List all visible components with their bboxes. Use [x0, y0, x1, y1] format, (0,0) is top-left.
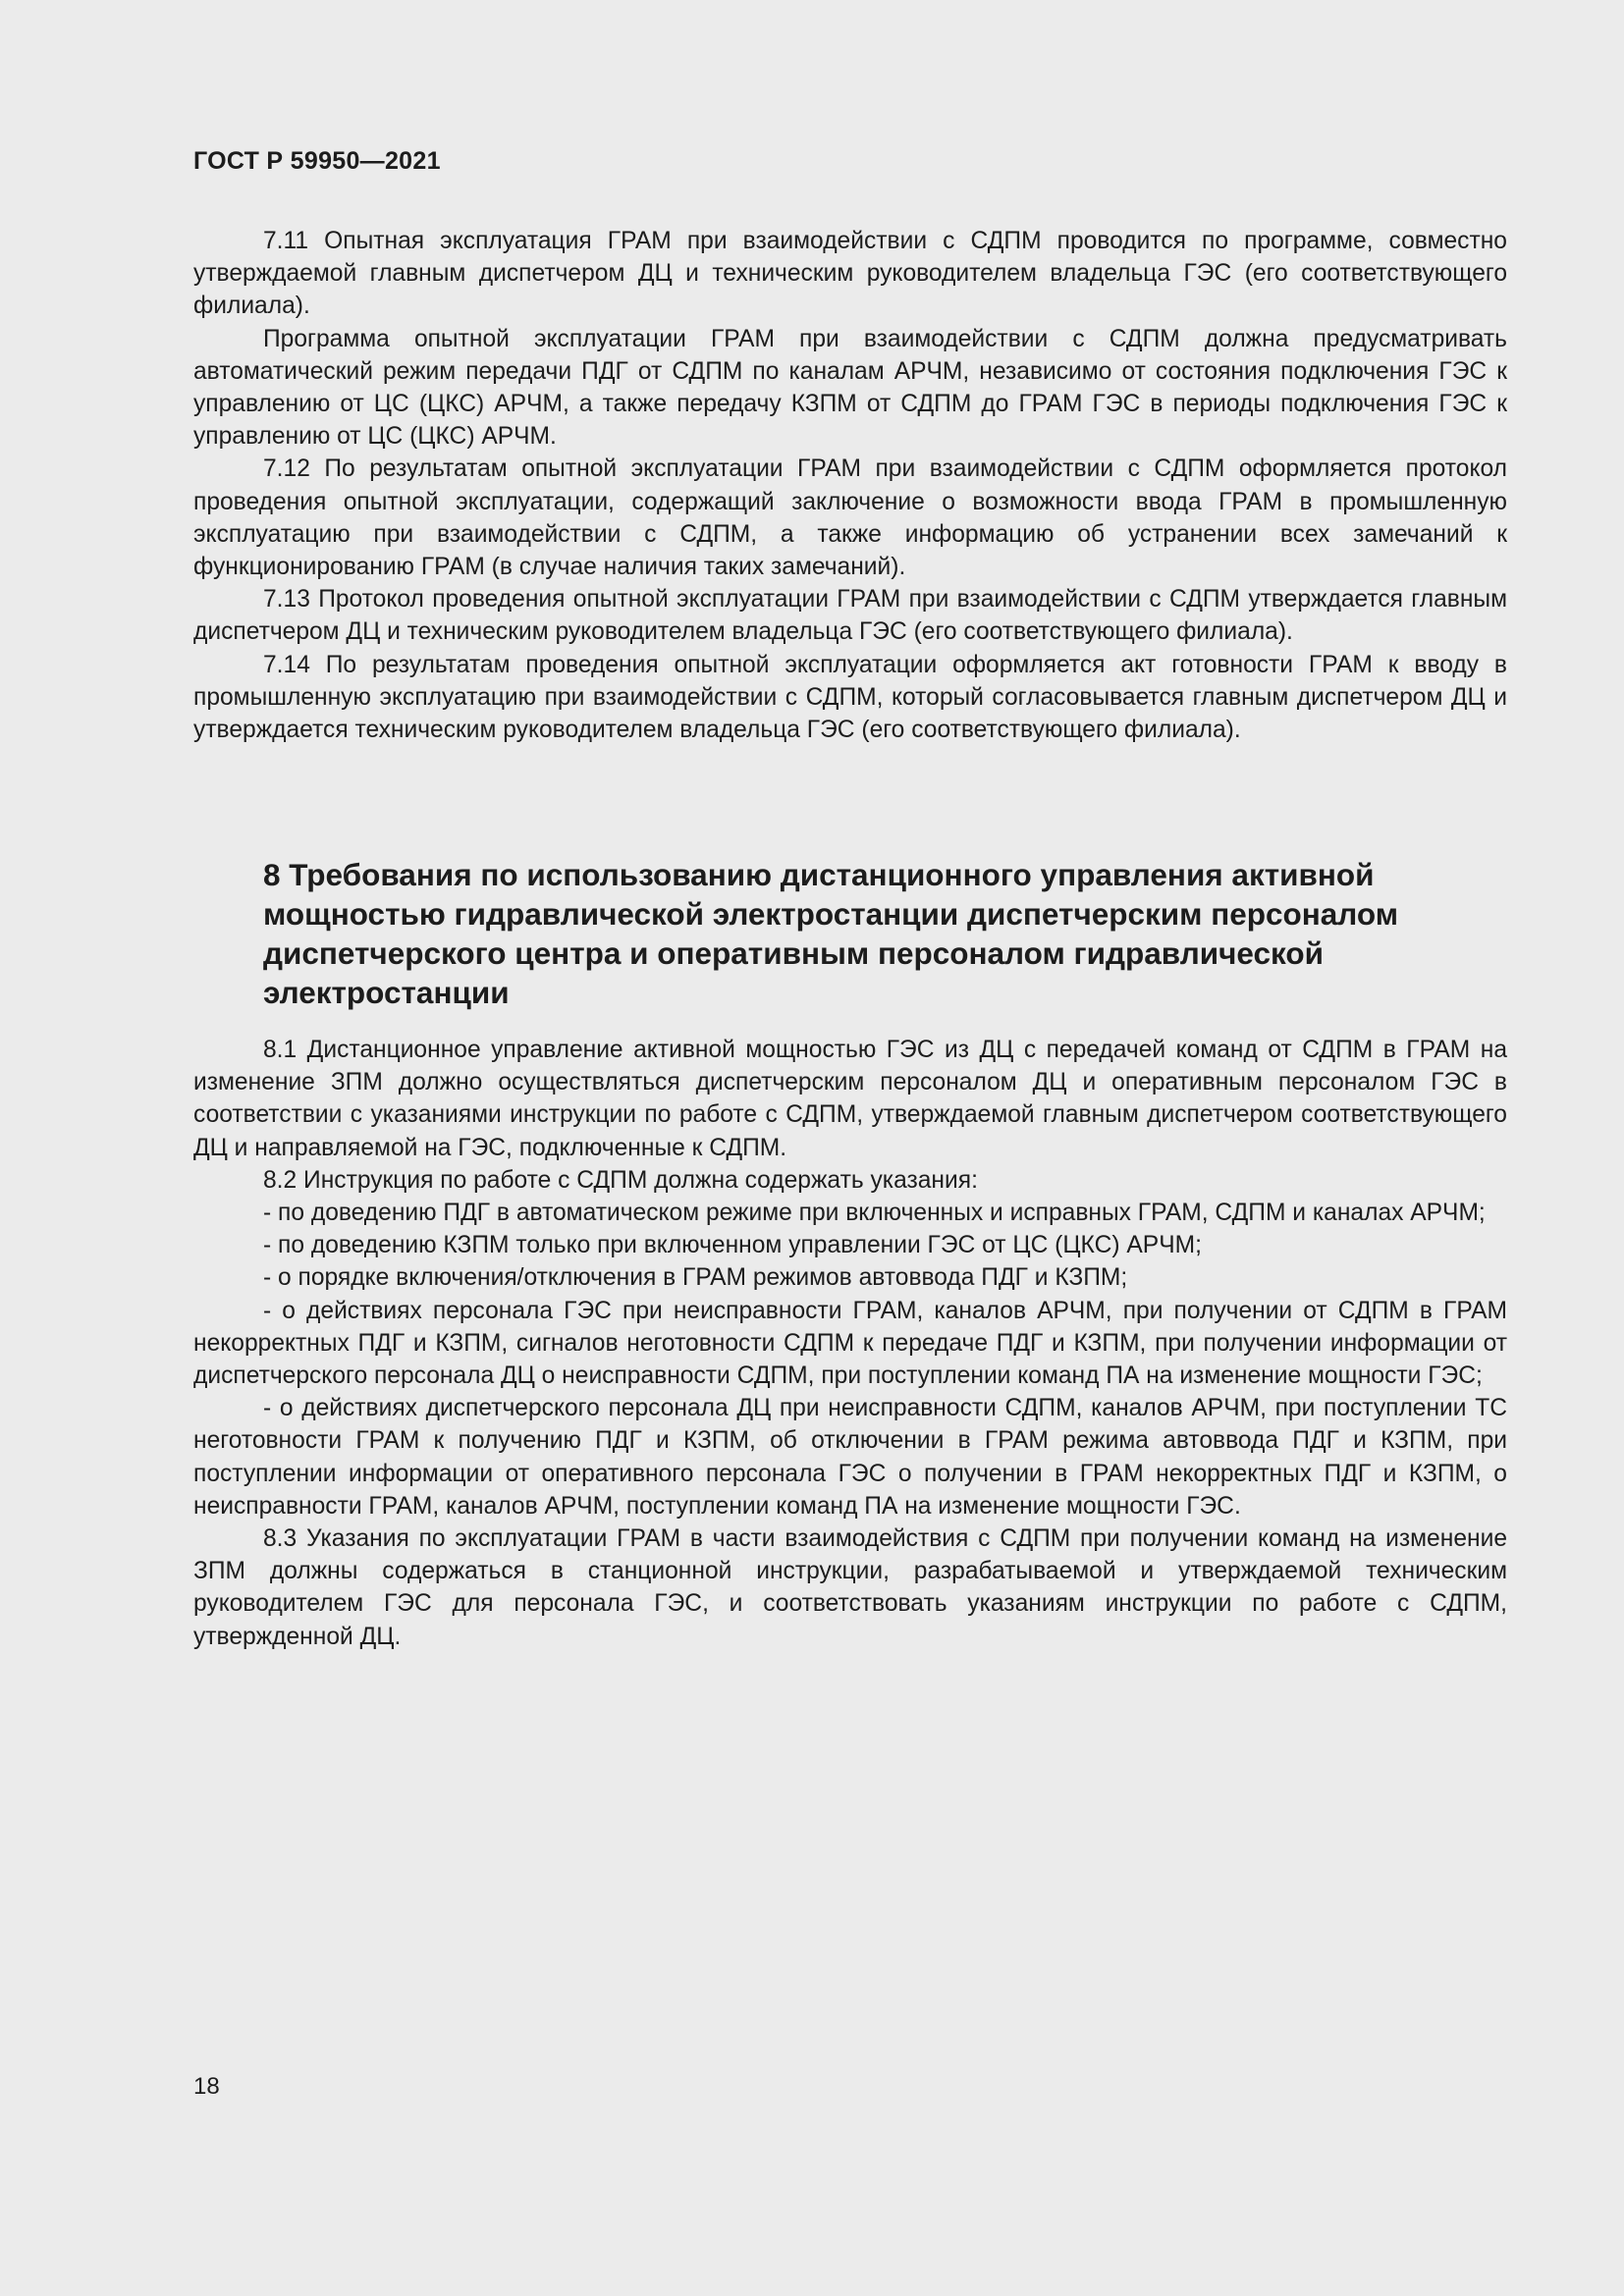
- list-item-kzpm: - по доведению КЗПМ только при включенном управлении ГЭС от ЦС (ЦКС) АРЧМ;: [263, 1232, 1202, 1259]
- list-item-dispatcher-actions: - о действиях диспетчерского персонала ДЦ при неисправности СДПМ, каналов АРЧМ, при поступлении ТС неготовности ГРАМ к получению ПДГ и КЗПМ, об отключении в ГРАМ режима автоввода ПДГ и КЗПМ, при поступлении информации от оперативного персонала ГЭС о получении в ГРАМ некорректных ПДГ и КЗПМ, о неисправности ГРАМ, каналов АРЧМ, поступлении команд ПА на изменение мощности ГЭС.: [193, 1395, 1507, 1520]
- document-header-standard-id: ГОСТ Р 59950—2021: [193, 147, 441, 175]
- paragraph-8-3: 8.3 Указания по эксплуатации ГРАМ в части взаимодействия с СДПМ при получении команд на изменение ЗПМ должны содержаться в станционной инструкции, разрабатываемой и утверждаемой техническим руководителем ГЭС для персонала ГЭС, и соответствовать указаниям инструкции по работе с СДПМ, утвержденной ДЦ.: [193, 1525, 1507, 1650]
- paragraph-8-2: 8.2 Инструкция по работе с СДПМ должна содержать указания:: [263, 1166, 978, 1194]
- section-8-body: [193, 1034, 1507, 1653]
- paragraph-8-1: 8.1 Дистанционное управление активной мощностью ГЭС из ДЦ с передачей команд от СДПМ в ГРАМ на изменение ЗПМ должно осуществляться диспетчерским персоналом ДЦ и оперативным персоналом ГЭС в соответствии с указаниями инструкции по работе с СДПМ, утверждаемой главным диспетчером соответствующего ДЦ и направляемой на ГЭС, подключенные к СДПМ.: [193, 1037, 1507, 1161]
- list-item-ges-personnel-actions: - о действиях персонала ГЭС при неисправности ГРАМ, каналов АРЧМ, при получении от СДПМ в ГРАМ некорректных ПДГ и КЗПМ, сигналов неготовности СДПМ к передаче ПДГ и КЗПМ, при получении информации от диспетчерского персонала ДЦ о неисправности СДПМ, при поступлении команд ПА на изменение мощности ГЭС;: [193, 1297, 1507, 1390]
- section-8-heading: 8 Требования по использованию дистанционного управления активной мощностью гидравлической электростанции диспетчерским персоналом диспетчерского центра и оперативным персоналом гидравлической электростанции: [263, 857, 1399, 1010]
- list-item-pdg-automatic: - по доведению ПДГ в автоматическом режиме при включенных и исправных ГРАМ, СДПМ и каналах АРЧМ;: [263, 1200, 1486, 1227]
- paragraph-7-11-program: Программа опытной эксплуатации ГРАМ при взаимодействии с СДПМ должна предусматривать автоматический режим передачи ПДГ от СДПМ по каналам АРЧМ, независимо от состояния подключения ГЭС к управлению от ЦС (ЦКС) АРЧМ, а также передачу КЗПМ от СДПМ до ГРАМ ГЭС в периоды подключения ГЭС к управлению от ЦС (ЦКС) АРЧМ.: [193, 325, 1507, 451]
- list-item-autoinput-modes: - о порядке включения/отключения в ГРАМ режимов автоввода ПДГ и КЗПМ;: [263, 1264, 1128, 1292]
- page-number: 18: [193, 2073, 220, 2100]
- paragraph-7-14: 7.14 По результатам проведения опытной эксплуатации оформляется акт готовности ГРАМ к вводу в промышленную эксплуатацию при взаимодействии с СДПМ, который согласовывается главным диспетчером ДЦ и утверждается техническим руководителем владельца ГЭС (его соответствующего филиала).: [193, 651, 1507, 744]
- section-7-body: [193, 225, 1507, 746]
- paragraph-7-11: 7.11 Опытная эксплуатация ГРАМ при взаимодействии с СДПМ проводится по программе, совместно утверждаемой главным диспетчером ДЦ и техническим руководителем владельца ГЭС (его соответствующего филиала).: [193, 228, 1507, 320]
- paragraph-7-12: 7.12 По результатам опытной эксплуатации ГРАМ при взаимодействии с СДПМ оформляется протокол проведения опытной эксплуатации, содержащий заключение о возможности ввода ГРАМ в промышленную эксплуатацию при взаимодействии с СДПМ, а также информацию об устранении всех замечаний к функционированию ГРАМ (в случае наличия таких замечаний).: [193, 455, 1507, 581]
- paragraph-7-13: 7.13 Протокол проведения опытной эксплуатации ГРАМ при взаимодействии с СДПМ утверждается главным диспетчером ДЦ и техническим руководителем владельца ГЭС (его соответствующего филиала).: [193, 586, 1507, 646]
